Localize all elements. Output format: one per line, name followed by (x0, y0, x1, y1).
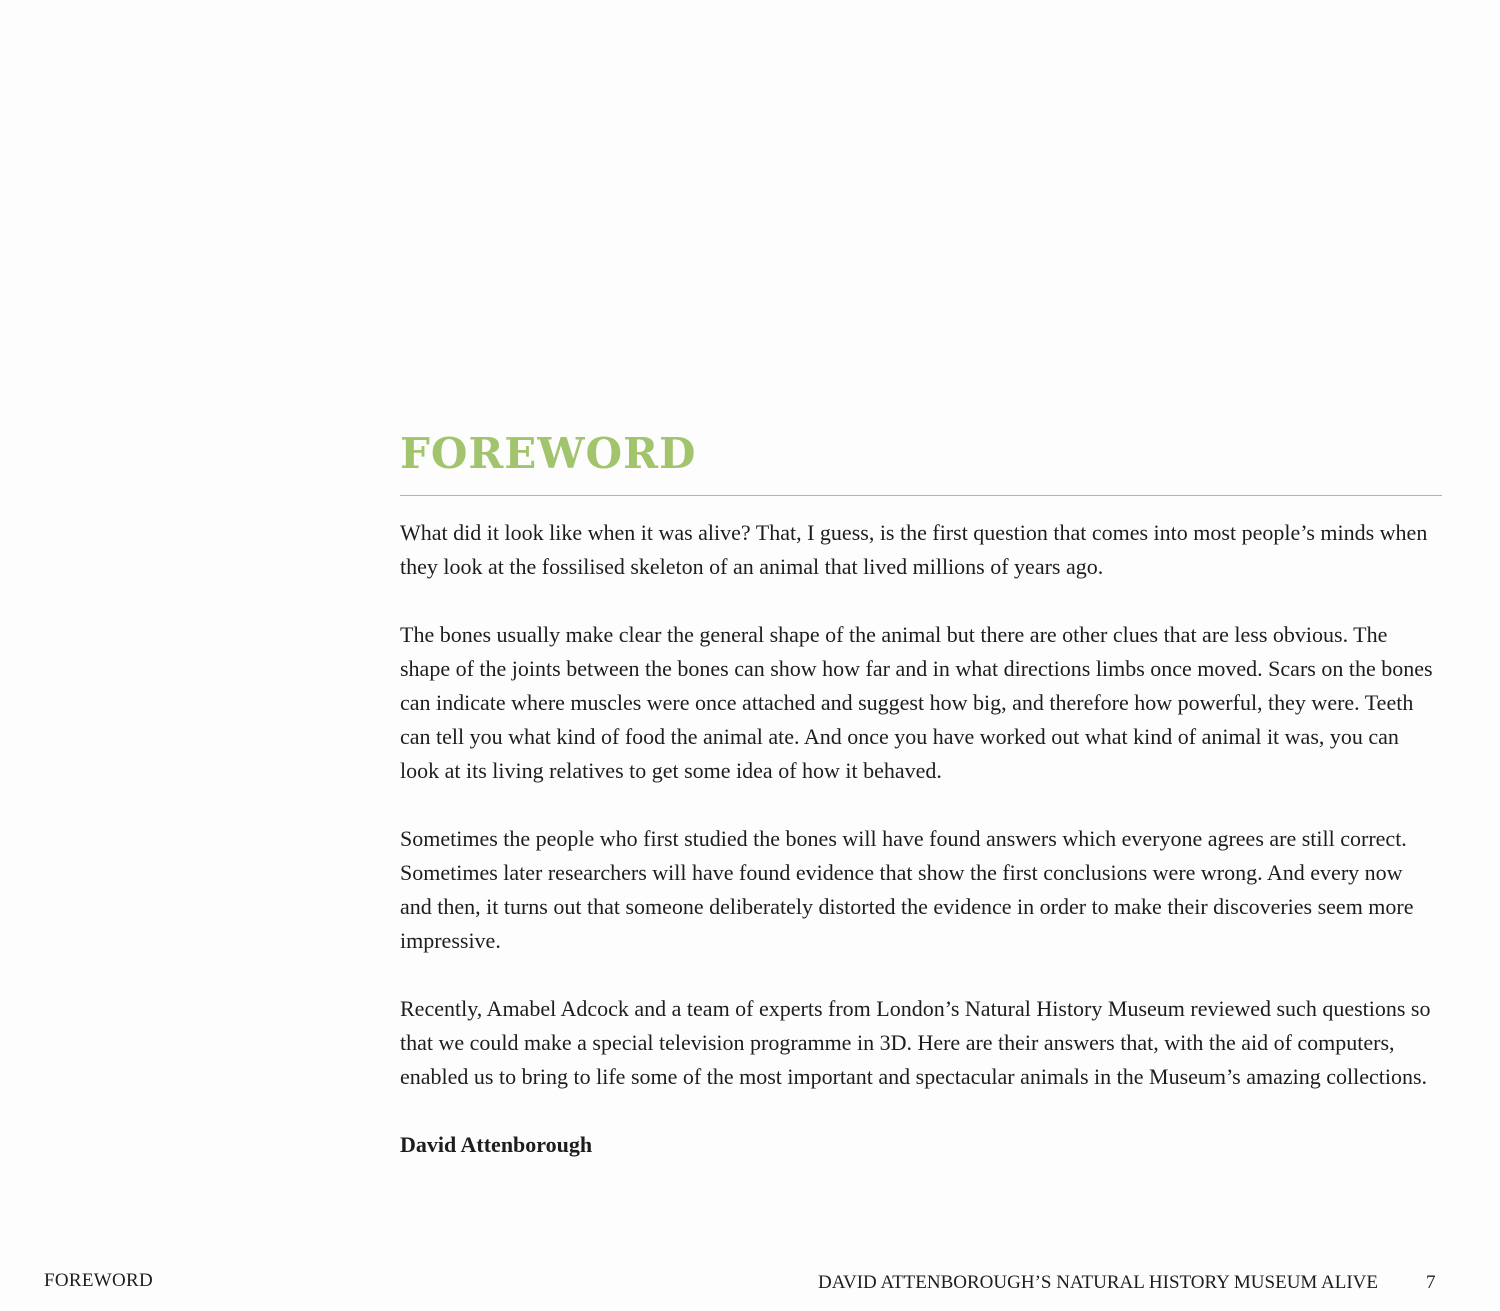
title-divider (400, 495, 1442, 496)
footer-section-label: FOREWORD (44, 1270, 154, 1291)
page-number: 7 (1426, 1272, 1436, 1293)
paragraph-3: Sometimes the people who first studied the bones will have found answers which everyone agrees are still correct. Sometimes later researchers will have found evidence that show the first conclusions were wrong. And every now and then, it turns out that someone deliberately distorted the evidence in order to make their discoveries seem more impressive. (400, 826, 1414, 953)
page-title: FOREWORD (400, 429, 697, 478)
paragraph-2: The bones usually make clear the general shape of the animal but there are other clues that are less obvious. The shape of the joints between the bones can show how far and in what directions limbs once moved. Scars on the bones can indicate where muscles were once attached and suggest how big, and therefore how powerful, they were. Teeth can tell you what kind of food the animal ate. And once you have worked out what kind of animal it was, you can look at its living relatives to get some idea of how it behaved. (400, 622, 1433, 783)
foreword-body (400, 516, 1435, 1162)
author-signature: David Attenborough (400, 1132, 593, 1157)
paragraph-1: What did it look like when it was alive? That, I guess, is the first question that comes into most people’s minds when they look at the fossilised skeleton of an animal that lived millions of years ago. (400, 520, 1428, 579)
foreword-section (400, 425, 1442, 1157)
paragraph-4: Recently, Amabel Adcock and a team of experts from London’s Natural History Museum reviewed such questions so that we could make a special television programme in 3D. Here are their answers that, with the aid of computers, enabled us to bring to life some of the most important and spectacular animals in the Museum’s amazing collections. (400, 996, 1431, 1089)
footer-book-title: DAVID ATTENBOROUGH’S NATURAL HISTORY MUSEUM ALIVE (818, 1272, 1378, 1293)
